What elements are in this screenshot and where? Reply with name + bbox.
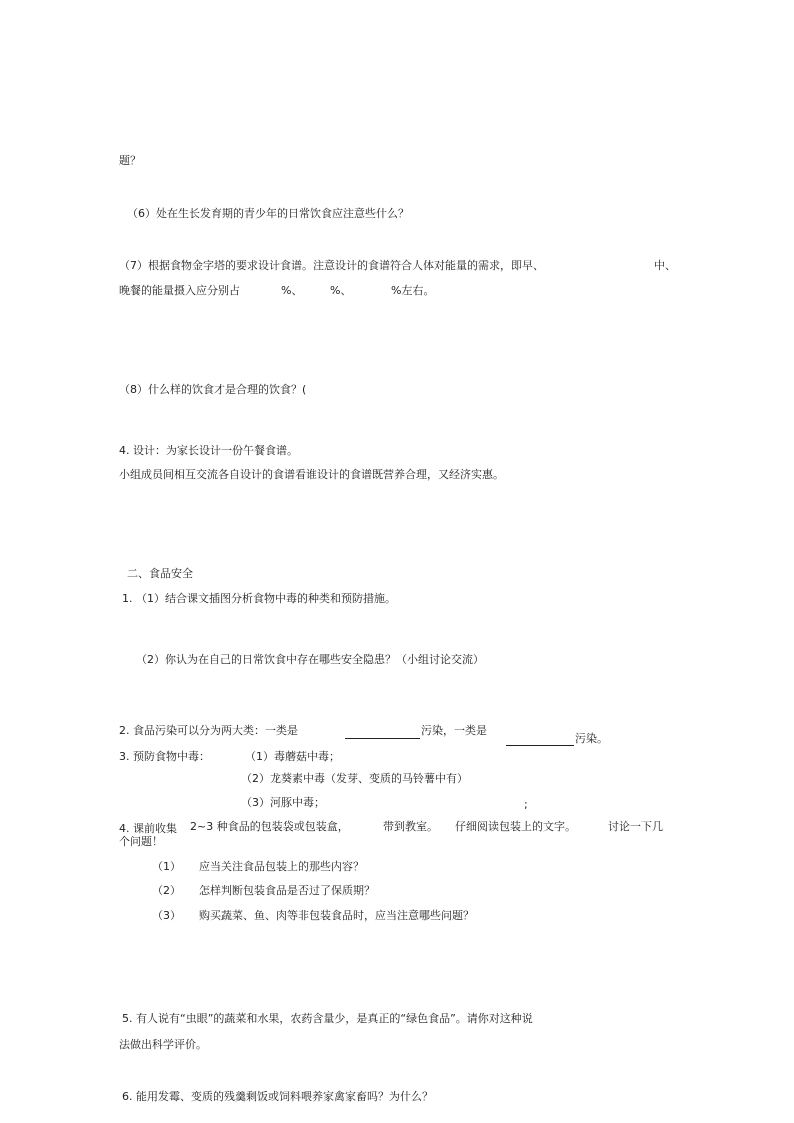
question-continuation: 题？ — [119, 154, 141, 167]
question-7-pct1: %、 — [281, 284, 303, 297]
safety-q2-end: 污染。 — [575, 732, 608, 745]
blank-line — [506, 745, 574, 746]
blank-line — [345, 738, 420, 739]
safety-q5-line2: 法做出科学评价。 — [119, 1038, 207, 1051]
safety-q4-sub2-num: （2） — [152, 884, 181, 897]
safety-q4-start: 4. 课前收集 — [119, 822, 177, 835]
safety-q4-discuss: 讨论一下几 — [608, 820, 663, 833]
safety-q5-line1: 5. 有人说有“虫眼”的蔬菜和水果，农药含量少，是真正的“绿色食品”。请你对这种说 — [122, 1012, 533, 1025]
question-7-pct3: %左右。 — [391, 284, 435, 297]
question-6: （6）处在生长发育期的青少年的日常饮食应注意些什么？ — [127, 207, 409, 220]
safety-q4-sub1: 应当关注食品包装上的那些内容？ — [199, 860, 364, 873]
safety-q3-item2: （2）龙葵素中毒（发芽、变质的马铃薯中有） — [241, 772, 468, 785]
safety-q4-sub3: 购买蔬菜、鱼、肉等非包装食品时，应当注意哪些问题？ — [199, 909, 474, 922]
safety-q1-part2: （2）你认为在自己的日常饮食中存在哪些安全隐患？（小组讨论交流） — [136, 653, 484, 666]
safety-q4-collect: 2~3 种食品的包装袋或包装盒， — [190, 820, 349, 833]
question-7-line2: 晚餐的能量摄入应分别占 — [119, 284, 240, 297]
safety-q2-start: 2. 食品污染可以分为两大类：一类是 — [119, 724, 298, 737]
design-4-body: 小组成员间相互交流各自设计的食谱看谁设计的食谱既营养合理，又经济实惠。 — [119, 468, 504, 481]
question-8: （8）什么样的饮食才是合理的饮食？( — [119, 383, 307, 396]
question-7-line1: （7）根据食物金字塔的要求设计食谱。注意设计的食谱符合人体对能量的需求，即早、 — [119, 259, 544, 272]
safety-q3-title: 3. 预防食物中毒： — [119, 750, 210, 763]
safety-q4-bring: 带到教室。 — [383, 820, 438, 833]
safety-q2-mid: 污染，一类是 — [421, 724, 487, 737]
question-7-pct2: %、 — [330, 284, 352, 297]
safety-q4-sub2: 怎样判断包装食品是否过了保质期？ — [199, 884, 375, 897]
section-2-title: 二、食品安全 — [127, 567, 193, 580]
safety-q4-sub3-num: （3） — [152, 909, 181, 922]
safety-q4-read: 仔细阅读包装上的文字。 — [455, 820, 576, 833]
question-7-line1-end: 中、 — [654, 259, 676, 272]
safety-q3-item1: （1）毒蘑菇中毒； — [245, 750, 340, 763]
safety-q4-line2: 个问题！ — [119, 835, 163, 848]
safety-q3-item3: （3）河豚中毒； — [241, 796, 325, 809]
design-4-title: 4. 设计：为家长设计一份午餐食谱。 — [119, 444, 298, 457]
safety-q1-part1: 1. （1）结合课文插图分析食物中毒的种类和预防措施。 — [122, 592, 396, 605]
safety-q3-item3-end: ; — [524, 798, 528, 811]
safety-q4-sub1-num: （1） — [152, 860, 181, 873]
safety-q6: 6. 能用发霉、变质的残羹剩饭或饲料喂养家禽家畜吗？为什么？ — [122, 1090, 433, 1103]
